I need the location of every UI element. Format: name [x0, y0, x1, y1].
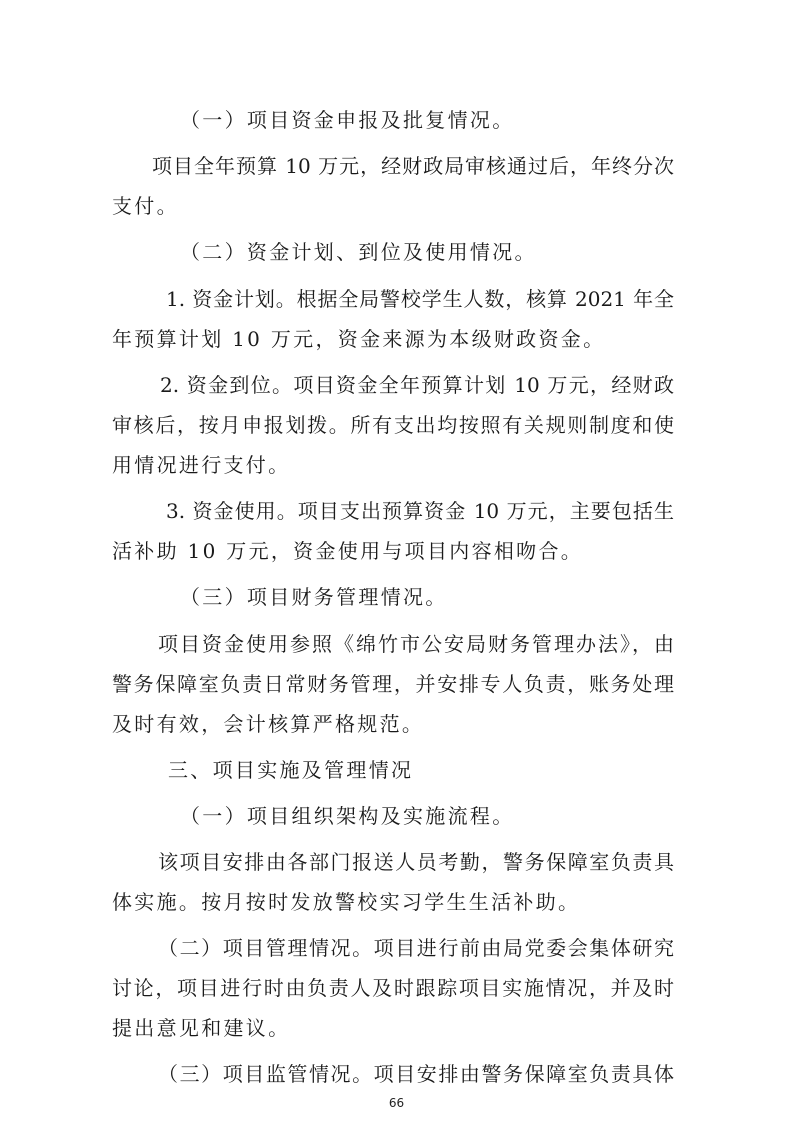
paragraph-line: 项目资金使用参照《绵竹市公安局财务管理办法》，由	[158, 632, 674, 656]
paragraph-line: 3. 资金使用。项目支出预算资金 10 万元，主要包括生	[166, 499, 674, 523]
paragraph-line: 年预算计划 10 万元，资金来源为本级财政资金。	[112, 327, 606, 351]
paragraph-line: （二）项目管理情况。项目进行前由局党委会集体研究	[158, 936, 674, 960]
paragraph-line: 活补助 10 万元，资金使用与项目内容相吻合。	[112, 539, 584, 563]
subheading-1: （一）项目资金申报及批复情况。	[180, 108, 515, 132]
paragraph-line: 1. 资金计划。根据全局警校学生人数，核算 2021 年全	[166, 287, 674, 311]
paragraph-line: （三）项目监管情况。项目安排由警务保障室负责具体	[158, 1062, 674, 1086]
paragraph-line: 提出意见和建议。	[112, 1016, 291, 1040]
paragraph-line: 项目全年预算 10 万元，经财政局审核通过后，年终分次	[152, 154, 674, 178]
paragraph-line: 该项目安排由各部门报送人员考勤，警务保障室负责具	[158, 850, 674, 874]
paragraph-line: 警务保障室负责日常财务管理，并安排专人负责，账务处理	[112, 672, 674, 696]
paragraph-line: 及时有效，会计核算严格规范。	[112, 712, 425, 736]
section-heading: 三、项目实施及管理情况	[168, 758, 414, 782]
paragraph-line: 2. 资金到位。项目资金全年预算计划 10 万元，经财政	[160, 373, 674, 397]
subheading-4: （一）项目组织架构及实施流程。	[180, 804, 515, 828]
subheading-2: （二）资金计划、到位及使用情况。	[180, 240, 537, 264]
paragraph-line: 审核后，按月申报划拨。所有支出均按照有关规则制度和使	[112, 413, 674, 437]
paragraph-line: 讨论，项目进行时由负责人及时跟踪项目实施情况，并及时	[112, 976, 674, 1000]
page-number: 66	[388, 1096, 405, 1110]
paragraph-line: 体实施。按月按时发放警校实习学生生活补助。	[112, 890, 581, 914]
subheading-3: （三）项目财务管理情况。	[180, 585, 448, 609]
paragraph-line: 用情况进行支付。	[112, 453, 291, 477]
paragraph-line: 支付。	[112, 194, 179, 218]
